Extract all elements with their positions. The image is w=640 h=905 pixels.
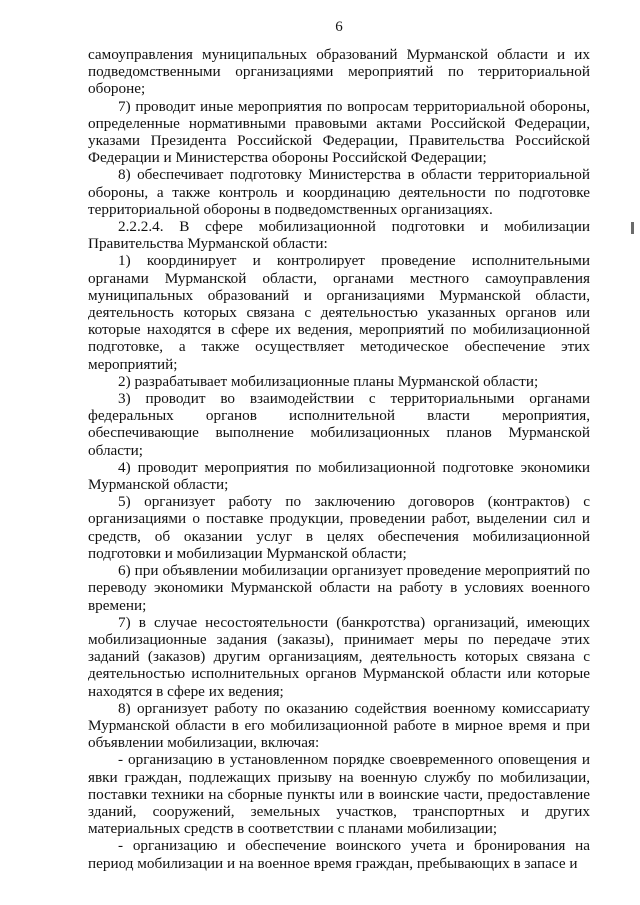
paragraph: 2) разрабатывает мобилизационные планы Мурманской области; — [118, 372, 539, 390]
scan-edge-mark — [631, 222, 634, 234]
list-item-paragraph: - организацию в установленном порядке своевременного оповещения и явки граждан, подлежащих призыву на военную службу по мобилизации, поставки техники на сборные пункты или в воинские части, предоставление зданий, сооружений, земельных участков, транспортных и других материальных средств в соответствии с планами мобилизации; — [88, 751, 590, 838]
paragraph: 4) проводит мероприятия по мобилизационной подготовке экономики Мурманской области; — [88, 458, 590, 494]
paragraph: 1) координирует и контролирует проведение исполнительными органами Мурманской области, органами местного самоуправления муниципальных образований и организациями Мурманской области, деятельность которых связана с деятельностью указанных органов или которые находятся в сфере их ведения, мероприятий по мобилизационной подготовке, а также осуществляет методическое обеспечение этих мероприятий; — [88, 252, 590, 373]
paragraph: 3) проводит во взаимодействии с территориальными органами федеральных органов исполнительной власти мероприятия, обеспечивающие выполнение мобилизационных планов Мурманской области; — [88, 390, 590, 459]
list-item-paragraph: - организацию и обеспечение воинского учета и бронирования на период мобилизации и на военное время граждан, пребывающих в запасе и — [88, 837, 590, 872]
document-body — [88, 46, 590, 872]
paragraph: 8) организует работу по оказанию содействия военному комиссариату Мурманской области в его мобилизационной работе в мирное время и при объявлении мобилизации, включая: — [88, 699, 590, 752]
section-heading-paragraph: 2.2.2.4. В сфере мобилизационной подготовки и мобилизации Правительства Мурманской области: — [88, 218, 590, 253]
paragraph: 6) при объявлении мобилизации организует проведение мероприятий по переводу экономики Мурманской области на работу в условиях военного времени; — [88, 562, 590, 614]
paragraph: 7) проводит иные мероприятия по вопросам территориальной обороны, определенные нормативными правовыми актами Российской Федерации, указами Президента Российской Федерации, Правительства Российской Федерации и Министерства обороны Российской Федерации; — [88, 97, 590, 167]
paragraph: самоуправления муниципальных образований Мурманской области и их подведомственными организациями мероприятий по территориальной обороне; — [88, 46, 590, 98]
paragraph: 5) организует работу по заключению договоров (контрактов) с организациями о поставке продукции, проведении работ, выделении сил и средств, об оказании услуг в целях обеспечения мобилизационной подготовки и мобилизации Мурманской области; — [88, 493, 590, 562]
paragraph: 7) в случае несостоятельности (банкротства) организаций, имеющих мобилизационные задания (заказы), принимает меры по передаче этих заданий (заказов) другим организациям, деятельность которых связана с деятельностью исполнительных органов Мурманской области или которые находятся в сфере их ведения; — [88, 613, 590, 700]
paragraph: 8) обеспечивает подготовку Министерства в области территориальной обороны, а также контроль и координацию деятельности по подготовке территориальной обороны в подведомственных организациях. — [88, 166, 590, 218]
page-number: 6 — [335, 19, 343, 35]
